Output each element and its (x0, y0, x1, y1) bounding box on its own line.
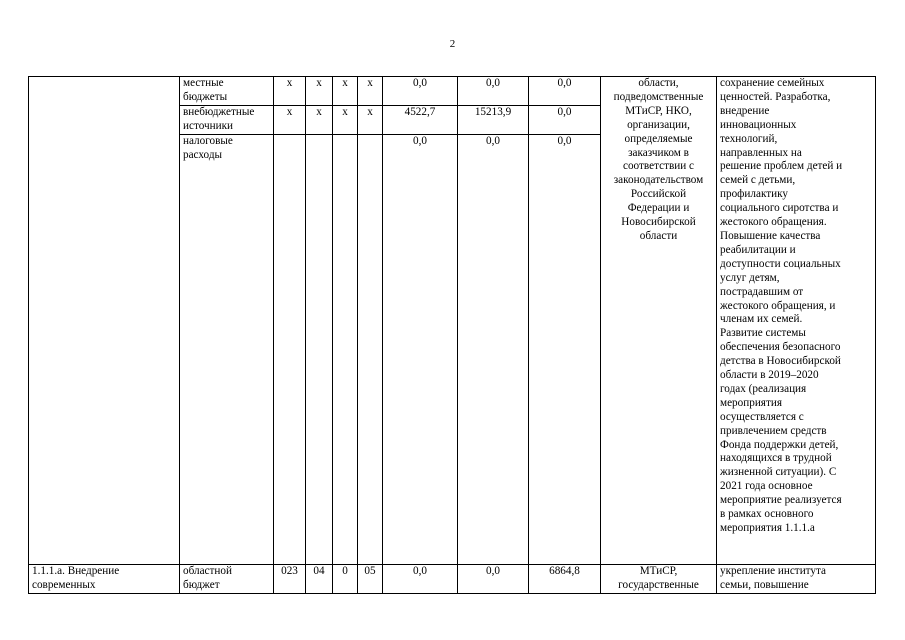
page-number: 2 (449, 38, 456, 50)
event-name-cell: 1.1.1.а. Внедрение современных (29, 564, 180, 593)
table-row (29, 77, 876, 106)
code-cell: 05 (358, 564, 383, 593)
code-cell: х (333, 105, 358, 134)
expected-result-cell: укрепление института семьи, повышение (717, 564, 876, 593)
amount-cell: 0,0 (529, 77, 601, 106)
code-cell (306, 134, 333, 564)
program-table (28, 76, 876, 594)
amount-cell: 0,0 (529, 134, 601, 564)
code-cell: х (358, 77, 383, 106)
amount-cell: 0,0 (458, 134, 529, 564)
table-row (29, 564, 876, 593)
amount-cell: 0,0 (383, 134, 458, 564)
code-cell: х (274, 77, 306, 106)
executors-cell: области, подведомственные МТиСР, НКО, организации, определяемые заказчиком в соответствии с законодательством Российской Федерации и Новосибирской области (601, 77, 717, 565)
code-cell: х (358, 105, 383, 134)
amount-cell: 0,0 (529, 105, 601, 134)
code-cell (358, 134, 383, 564)
code-cell: х (274, 105, 306, 134)
funding-source-cell: внебюджетные источники (180, 105, 274, 134)
amount-cell: 6864,8 (529, 564, 601, 593)
amount-cell: 0,0 (458, 564, 529, 593)
amount-cell: 4522,7 (383, 105, 458, 134)
code-cell: 0 (333, 564, 358, 593)
expected-result-cell: сохранение семейных ценностей. Разработка, внедрение инновационных технологий, направленных на решение проблем детей и семей с детьми, профилактику социального сиротства и жестокого обращения. Повышение качества реабилитации и доступности социальных услуг детям, пострадавшим от жестокого обращения, и членам их семей. Развитие системы обеспечения безопасного детства в Новосибирской области в 2019–2020 годах (реализация мероприятия осуществляется с привлечением средств Фонда поддержки детей, находящихся в трудной жизненной ситуации). С 2021 года основное мероприятие реализуется в рамках основного мероприятия 1.1.1.а (717, 77, 876, 565)
amount-cell: 15213,9 (458, 105, 529, 134)
code-cell: 04 (306, 564, 333, 593)
executors-cell: МТиСР, государственные (601, 564, 717, 593)
code-cell: х (333, 77, 358, 106)
amount-cell: 0,0 (458, 77, 529, 106)
code-cell: х (306, 105, 333, 134)
funding-source-cell: налоговые расходы (180, 134, 274, 564)
funding-source-cell: местные бюджеты (180, 77, 274, 106)
event-name-cell (29, 77, 180, 565)
code-cell: х (306, 77, 333, 106)
amount-cell: 0,0 (383, 564, 458, 593)
code-cell (274, 134, 306, 564)
code-cell (333, 134, 358, 564)
amount-cell: 0,0 (383, 77, 458, 106)
code-cell: 023 (274, 564, 306, 593)
funding-source-cell: областной бюджет (180, 564, 274, 593)
